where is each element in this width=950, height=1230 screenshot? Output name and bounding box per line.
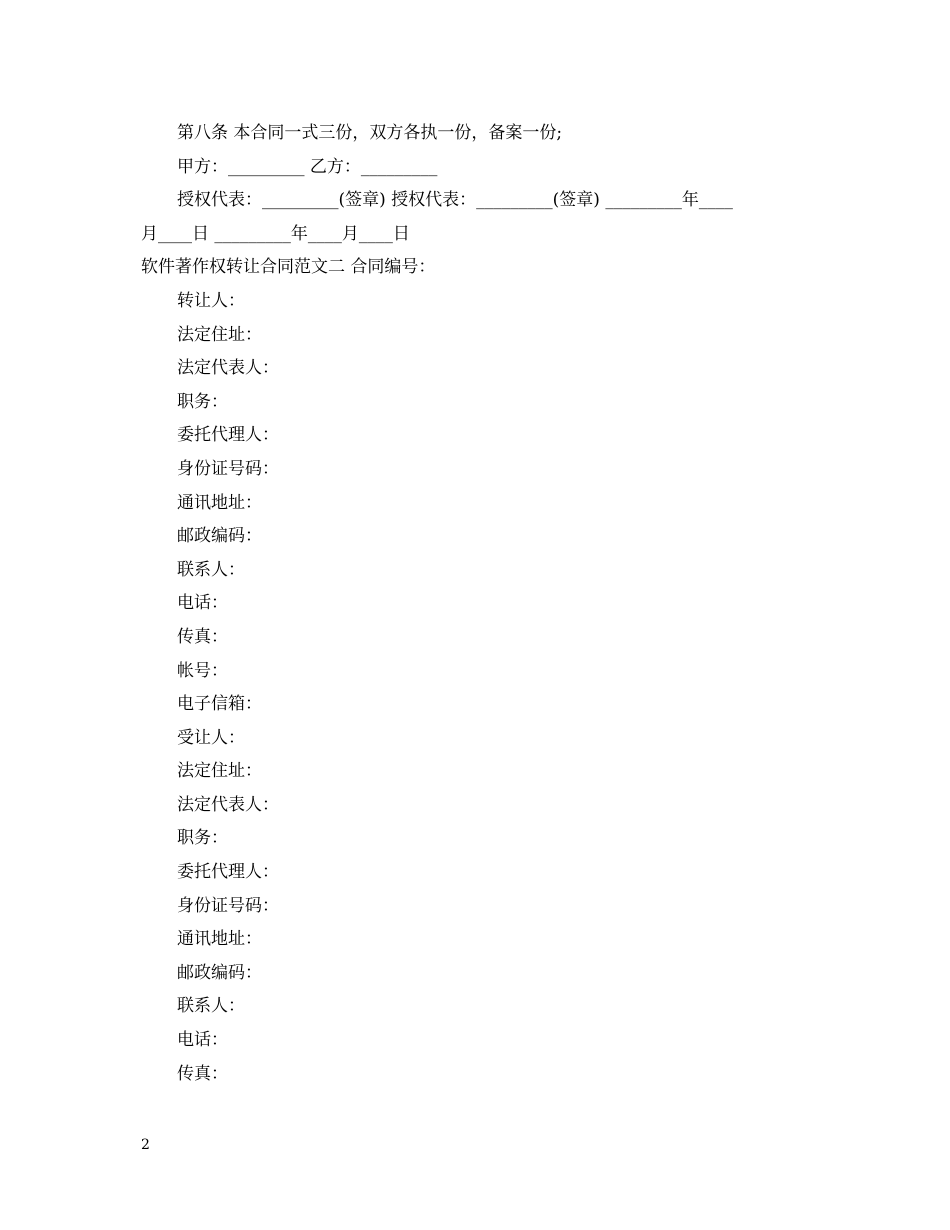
field-transferor-address: 法定住址： bbox=[177, 324, 262, 345]
field-transferee: 受让人： bbox=[177, 727, 245, 748]
document-body bbox=[141, 117, 821, 1091]
field-transferee-agent: 委托代理人： bbox=[177, 862, 279, 883]
field-transferee-phone: 电话： bbox=[177, 1030, 228, 1051]
field-transferor-phone: 电话： bbox=[177, 593, 228, 614]
field-transferee-position: 职务： bbox=[177, 828, 228, 849]
field-transferor: 转让人： bbox=[177, 290, 245, 311]
field-transferor-fax: 传真： bbox=[177, 626, 228, 647]
field-transferee-postcode: 邮政编码： bbox=[177, 962, 262, 983]
field-transferee-legal-rep: 法定代表人： bbox=[177, 794, 279, 815]
contract-template-heading: 软件著作权转让合同范文二 合同编号： bbox=[141, 257, 436, 278]
field-transferee-mailing-address: 通讯地址： bbox=[177, 929, 262, 950]
page-number: 2 bbox=[141, 1137, 150, 1153]
field-transferor-id-number: 身份证号码： bbox=[177, 458, 279, 479]
field-transferee-fax: 传真： bbox=[177, 1063, 228, 1084]
field-transferor-legal-rep: 法定代表人： bbox=[177, 358, 279, 379]
field-transferee-contact: 联系人： bbox=[177, 996, 245, 1017]
authorized-representative-line: 授权代表：_________(签章) 授权代表：_________(签章) _________年____ bbox=[177, 190, 733, 211]
field-transferee-address: 法定住址： bbox=[177, 761, 262, 782]
field-transferor-agent: 委托代理人： bbox=[177, 425, 279, 446]
field-transferor-position: 职务： bbox=[177, 391, 228, 412]
field-transferee-id-number: 身份证号码： bbox=[177, 895, 279, 916]
field-transferor-mailing-address: 通讯地址： bbox=[177, 492, 262, 513]
date-line: 月____日 _________年____月____日 bbox=[141, 223, 410, 244]
field-transferor-account: 帐号： bbox=[177, 660, 228, 681]
party-a-b-line: 甲方：_________ 乙方：_________ bbox=[177, 156, 438, 177]
field-transferor-postcode: 邮政编码： bbox=[177, 526, 262, 547]
field-transferor-contact: 联系人： bbox=[177, 559, 245, 580]
clause-eight: 第八条 本合同一式三份，双方各执一份，备案一份; bbox=[177, 123, 563, 143]
field-transferor-email: 电子信箱： bbox=[177, 694, 262, 715]
